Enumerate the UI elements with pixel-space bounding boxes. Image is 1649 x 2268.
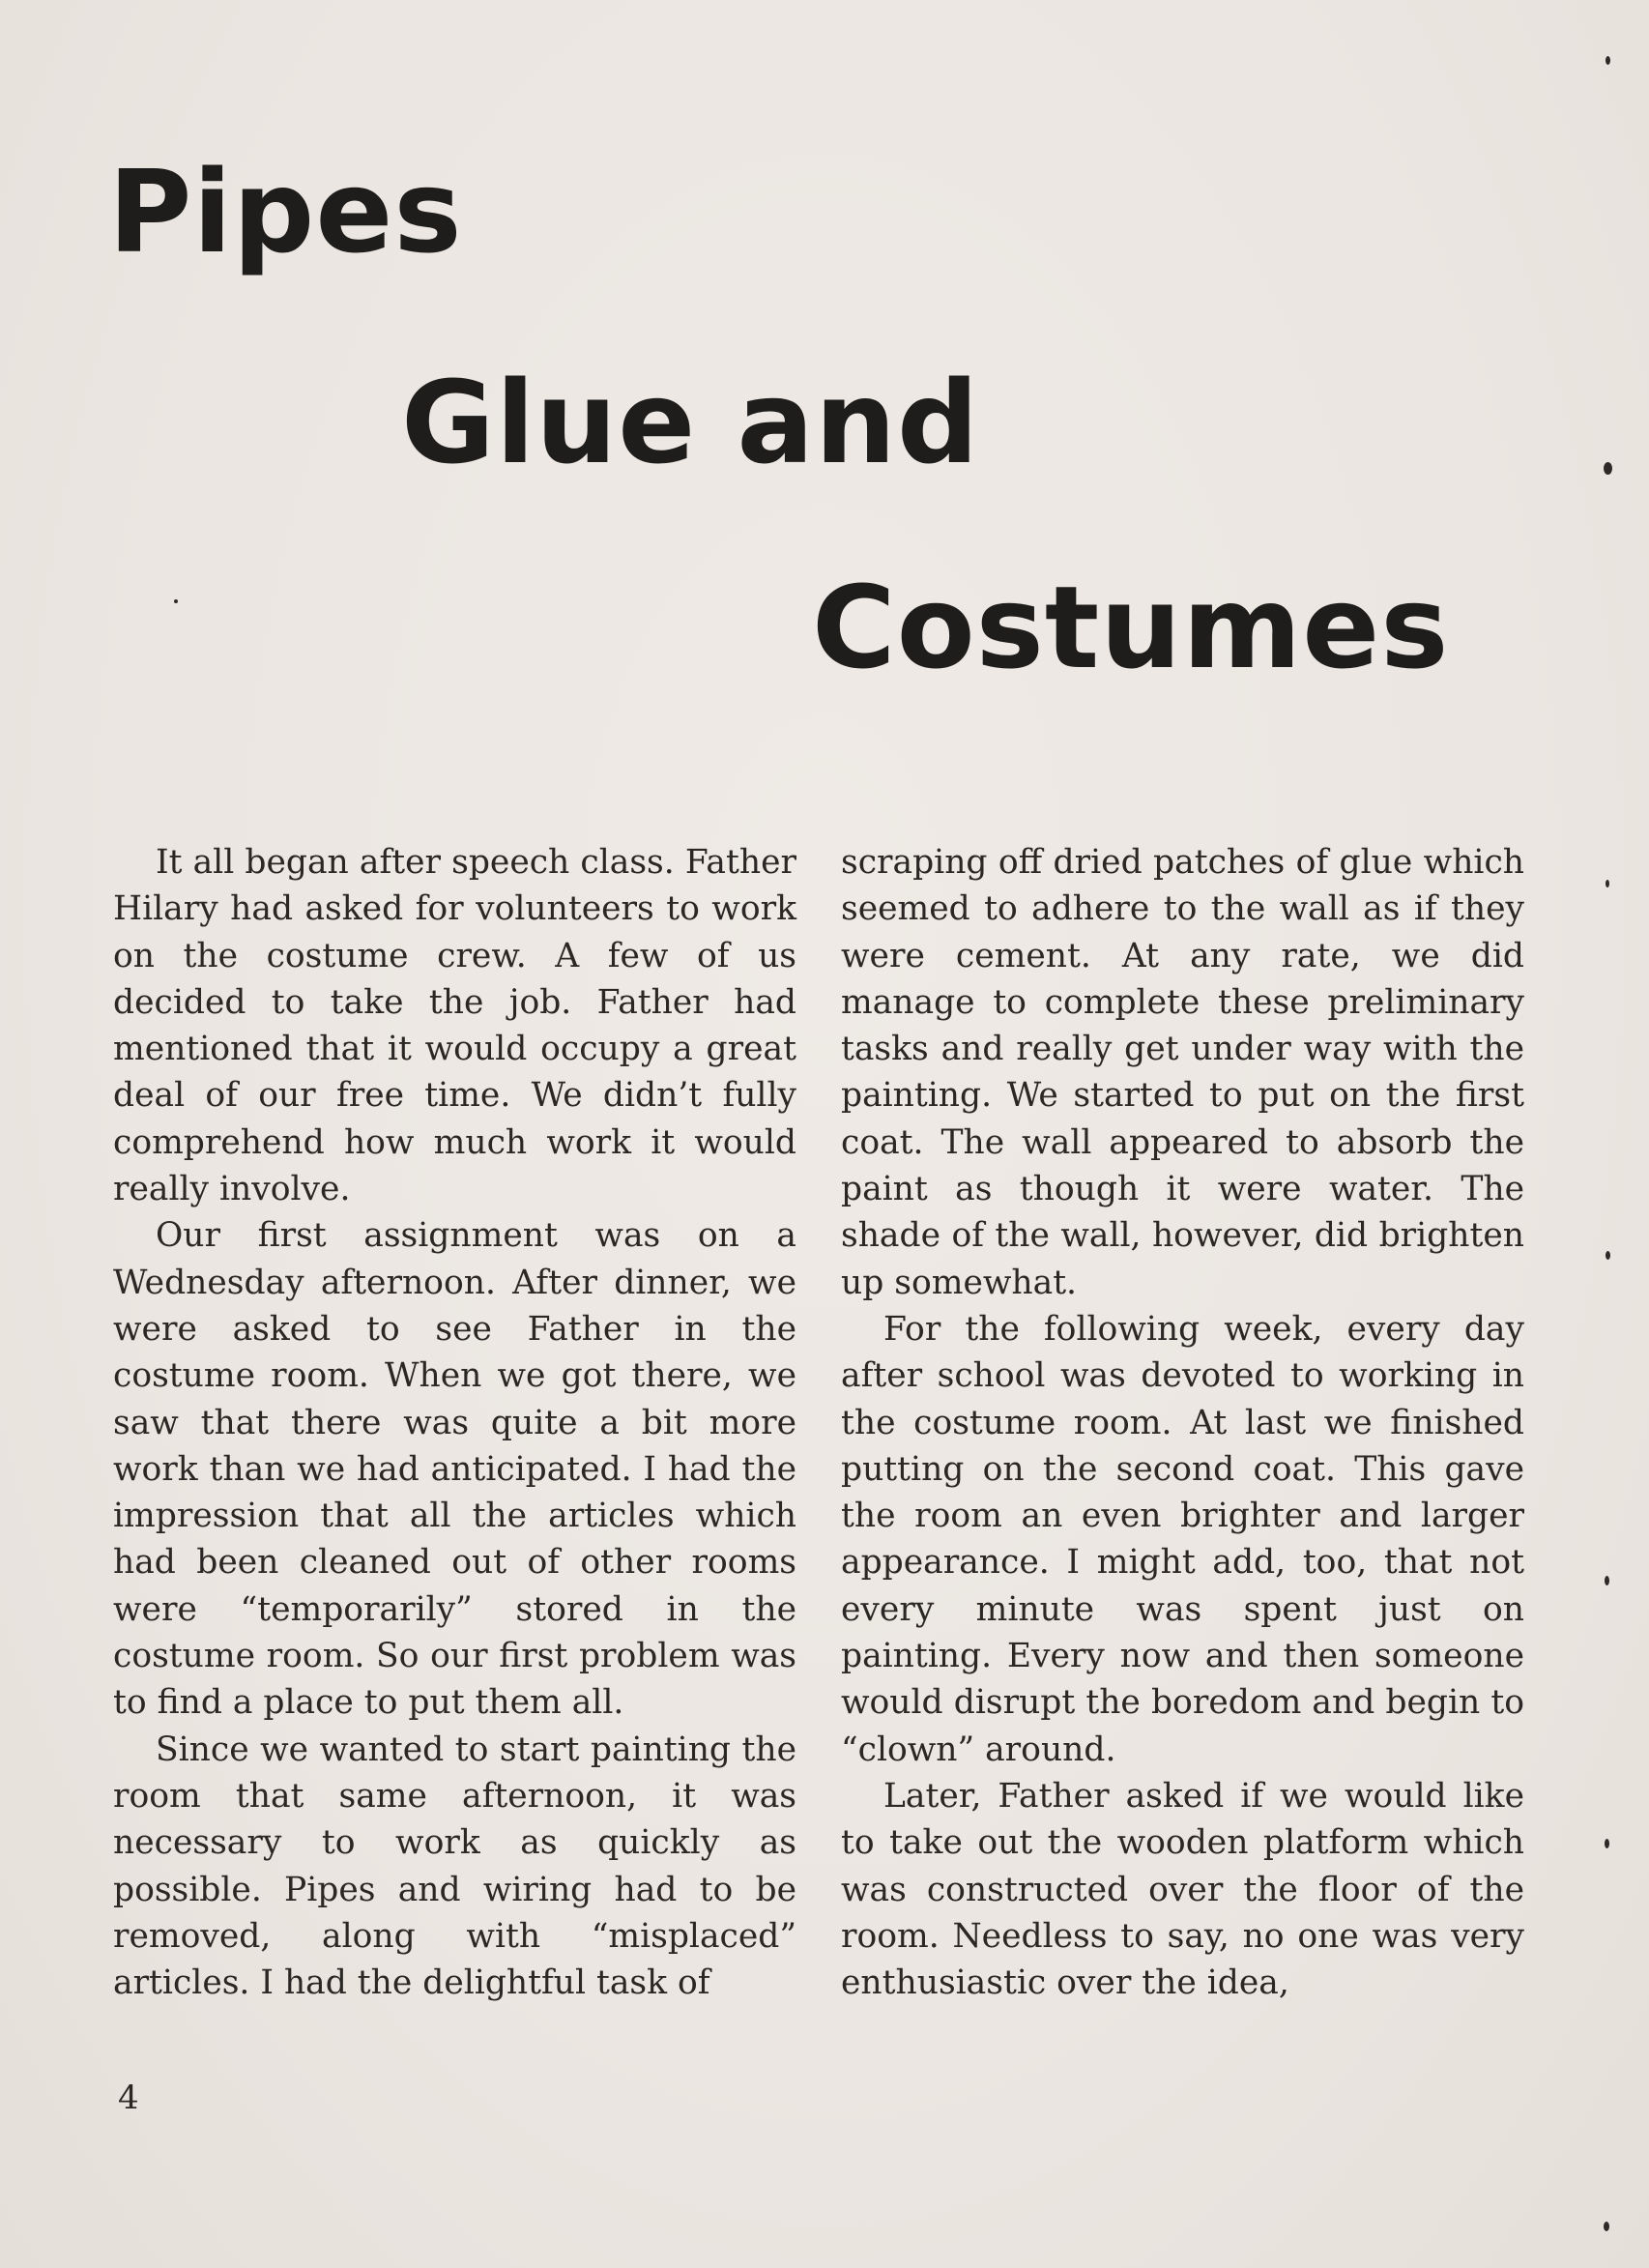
paragraph: For the following week, every day after school was devoted to working in the costume room. At last we finished putting on the second coat. This gave the room an even brighter and larger appearance. I might add, too, that not every minute was spent just on painting. Every now and then someone would disrupt the boredom and begin to “clown” around. xyxy=(841,1309,1524,1769)
scan-mark xyxy=(1604,2222,1609,2231)
paragraph: scraping off dried patches of glue which seemed to adhere to the wall as if they were cement. At any rate, we did manage to complete these preliminary tasks and really get under way with the painting. We started to put on the first coat. The wall appeared to absorb the paint as though it were water. The shade of the wall, however, did brighten up somewhat. xyxy=(841,843,1524,1302)
scan-mark xyxy=(1604,462,1612,475)
title-line-pipes: Pipes xyxy=(108,145,463,278)
left-text-column xyxy=(113,839,796,2006)
title-line-glue-and: Glue and xyxy=(401,356,980,489)
scan-mark xyxy=(1606,880,1609,887)
scan-mark xyxy=(1606,56,1610,65)
scan-mark xyxy=(174,599,178,603)
paragraph: Our first assignment was on a Wednesday afternoon. After dinner, we were asked to see Father in the costume room. When we got there, we saw that there was quite a bit more work than we had anticipated. I had the impression that all the articles which had been cleaned out of other rooms were “temporarily” stored in the costume room. So our first problem was to find a place to put them all. xyxy=(113,1216,796,1723)
paragraph: It all began after speech class. Father Hilary had asked for volunteers to work on the costume crew. A few of us decided to take the job. Father had mentioned that it would occupy a great deal of our free time. We didn’t fully comprehend how much work it would really involve. xyxy=(113,843,796,1209)
paragraph: Later, Father asked if we would like to take out the wooden platform which was constructed over the floor of the room. Needless to say, no one was very enthusiastic over the idea, xyxy=(841,1776,1524,2003)
right-text-column xyxy=(841,839,1524,2006)
scan-mark xyxy=(1605,1839,1609,1848)
scan-mark xyxy=(1606,1251,1610,1260)
scan-mark xyxy=(1605,1576,1609,1585)
page-number: 4 xyxy=(118,2079,139,2117)
title-line-costumes: Costumes xyxy=(812,561,1450,694)
paragraph: Since we wanted to start painting the room that same afternoon, it was necessary to work as quickly as possible. Pipes and wiring had to be removed, along with “misplaced” articles. I had the delightful task of xyxy=(113,1730,796,2003)
